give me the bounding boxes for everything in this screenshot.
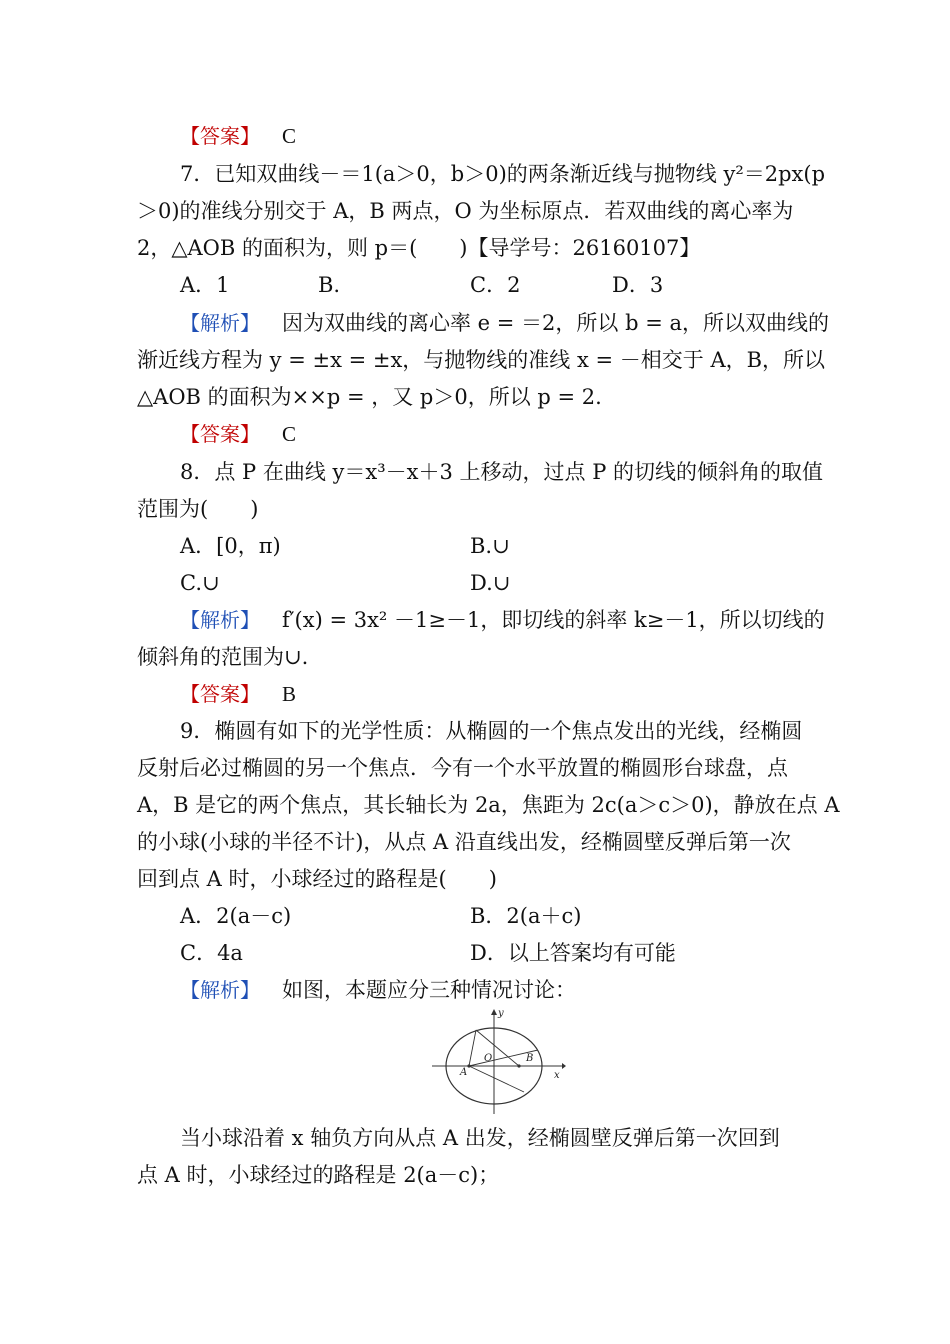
answer-tag: 【答案】 [180, 422, 260, 446]
q9-line-5: 回到点 A 时，小球经过的路程是( ) [137, 867, 497, 891]
option-a: A．2(a－c) [180, 904, 292, 928]
x-axis-arrow [562, 1063, 566, 1069]
option-a: A．[0，π) [180, 534, 281, 558]
q8-line-1: 8．点 P 在曲线 y＝x³－x＋3 上移动，过点 P 的切线的倾斜角的取值 [180, 460, 823, 484]
label-x: x [554, 1070, 560, 1081]
q9-line-1: 9．椭圆有如下的光学性质：从椭圆的一个焦点发出的光线，经椭圆 [180, 719, 803, 743]
q9-line-2: 反射后必过椭圆的另一个焦点．今有一个水平放置的椭圆形台球盘，点 [137, 756, 788, 780]
label-y: y [498, 1008, 504, 1019]
q8-line-2: 范围为( ) [137, 497, 259, 521]
analysis-text: f′(x) = 3x² －1≥－1，即切线的斜率 k≥－1，所以切线的 [282, 608, 825, 632]
option-d: D.∪ [470, 571, 511, 595]
answer-line-7 [180, 420, 296, 448]
answer-value: C [282, 124, 297, 148]
q9-analysis-2: 当小球沿着 x 轴负方向从点 A 出发，经椭圆壁反弹后第一次回到 [180, 1126, 780, 1150]
answer-tag: 【答案】 [180, 124, 260, 148]
q7-analysis-2: 渐近线方程为 y = ±x = ±x，与抛物线的准线 x = －相交于 A，B，所以 [137, 348, 826, 372]
analysis-text: 如图，本题应分三种情况讨论： [282, 978, 576, 1002]
ray-up [469, 1030, 476, 1066]
option-c: C.∪ [180, 571, 220, 595]
analysis-tag: 【解析】 [180, 978, 260, 1002]
q8-analysis-1 [180, 606, 825, 634]
q8-options-row-1 [180, 532, 680, 560]
q9-analysis-3: 点 A 时，小球经过的路程是 2(a－c)； [137, 1163, 500, 1187]
option-c: C．2 [470, 273, 521, 297]
option-d: D．3 [612, 273, 664, 297]
label-b: B [526, 1053, 534, 1064]
q7-line-3: 2，△AOB 的面积为，则 p＝( )【导学号：26160107】 [137, 236, 701, 260]
ray-up-return [476, 1030, 519, 1066]
ellipse-diagram [430, 1008, 566, 1118]
option-b: B.∪ [470, 534, 510, 558]
option-b: B. [318, 273, 341, 297]
y-axis-arrow [491, 1009, 497, 1015]
answer-value: B [282, 682, 297, 706]
label-a: A [460, 1067, 468, 1078]
q9-options-row-1 [180, 902, 700, 930]
q7-line-1: 7．已知双曲线－＝1(a＞0，b＞0)的两条渐近线与抛物线 y²＝2px(p [180, 162, 826, 186]
answer-tag: 【答案】 [180, 682, 260, 706]
q9-analysis-1 [180, 976, 576, 1004]
option-a: A．1 [180, 273, 230, 297]
option-c: C．4a [180, 941, 243, 965]
point-a [467, 1064, 470, 1067]
q9-line-4: 的小球(小球的半径不计)，从点 A 沿直线出发，经椭圆壁反弹后第一次 [137, 830, 791, 854]
analysis-tag: 【解析】 [180, 608, 260, 632]
answer-value: C [282, 422, 297, 446]
option-b: B．2(a＋c) [470, 904, 582, 928]
ray-down [469, 1066, 524, 1092]
q9-line-3: A，B 是它的两个焦点，其长轴长为 2a，焦距为 2c(a＞c＞0)，静放在点 A [137, 793, 840, 817]
point-b [517, 1064, 520, 1067]
q7-options [180, 271, 740, 299]
q9-options-row-2 [180, 939, 700, 967]
q7-analysis-1 [180, 309, 829, 337]
analysis-text: 因为双曲线的离心率 e = ＝2，所以 b = a，所以双曲线的 [282, 311, 829, 335]
analysis-tag: 【解析】 [180, 311, 260, 335]
q7-line-2: ＞0)的准线分别交于 A，B 两点，O 为坐标原点．若双曲线的离心率为 [137, 199, 794, 223]
answer-line-6 [180, 122, 296, 150]
answer-line-8 [180, 680, 296, 708]
label-o: O [484, 1053, 493, 1064]
q8-analysis-2: 倾斜角的范围为∪. [137, 645, 309, 669]
option-d: D．以上答案均有可能 [470, 941, 676, 965]
ellipse-figure [430, 1008, 566, 1118]
q7-analysis-3: △AOB 的面积为××p = ，又 p＞0，所以 p = 2. [137, 385, 602, 409]
q8-options-row-2 [180, 569, 680, 597]
